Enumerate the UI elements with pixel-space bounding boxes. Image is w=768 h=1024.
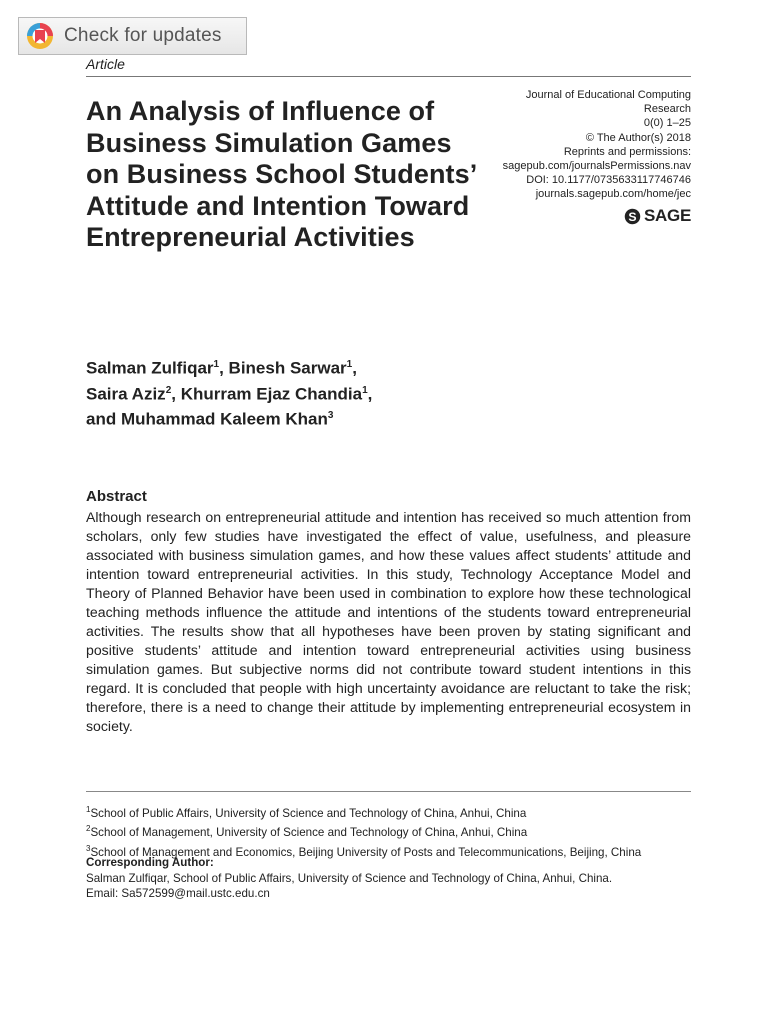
corresponding-author: [86, 855, 696, 902]
affiliation-text: School of Management, University of Science and Technology of China, Anhui, China: [90, 826, 528, 840]
corresponding-author-address: Salman Zulfiqar, School of Public Affairs, University of Science and Technology of China, Anhui, China.: [86, 871, 613, 885]
author-affiliation-mark: 1: [346, 359, 353, 370]
footnote-rule: [86, 791, 691, 792]
abstract-heading: Abstract: [86, 488, 147, 505]
affiliation-mark: 2: [86, 824, 91, 834]
author-affiliation-mark: 3: [327, 410, 334, 422]
sage-logo-icon: [624, 208, 641, 225]
author-name: Salman Zulfiqar: [86, 358, 214, 378]
publisher-logo: [624, 206, 691, 226]
author-name: Muhammad Kaleem Khan: [120, 409, 328, 429]
journal-meta: [461, 88, 691, 202]
header-rule: [86, 76, 691, 77]
volume-pages: 0(0) 1–25: [643, 117, 691, 130]
publisher-name: SAGE: [644, 206, 691, 225]
corresponding-author-heading: Corresponding Author:: [86, 856, 214, 869]
author-affiliation-mark: 1: [362, 384, 368, 396]
affiliation-item: [86, 802, 696, 821]
journal-name-line2: Research: [643, 103, 691, 116]
affiliation-text: School of Management and Economics, Beijing University of Posts and Telecommunications, Beijing, China: [90, 845, 642, 859]
corresponding-author-email[interactable]: Email: Sa572599@mail.ustc.edu.cn: [86, 887, 270, 901]
check-for-updates-button[interactable]: [18, 17, 247, 55]
reprints-label: Reprints and permissions:: [563, 145, 691, 158]
affiliations: [86, 802, 696, 860]
author-name: Saira Aziz: [86, 384, 166, 404]
author-name: Khurram Ejaz Chandia: [180, 384, 363, 404]
permissions-link[interactable]: sagepub.com/journalsPermissions.nav: [502, 160, 691, 173]
abstract-text: Although research on entrepreneurial attitude and intention has received so much attention from scholars, only few studies have investigated the effect of value, usefulness, and pleasure associated with business simulation games, and how these values affect students’ attitude and intention toward entrepreneurial activities. In this study, Technology Acceptance Model and Theory of Planned Behavior have been used in combination to explore how these technological teaching methods influence the attitude and intentions of the students toward entrepreneurial activities. The results show that all hypotheses have been proven by stating significant and positive students’ attitude and intention toward entrepreneurial activities using business simulation games. But subjective norms did not contribute toward student intentions in this regard. It is concluded that people with high uncertainty avoidance are reluctant to take the risk; therefore, there is a need to change their attitude by implementing entrepreneurial ecosystem in society.: [86, 509, 691, 734]
copyright: © The Author(s) 2018: [585, 131, 691, 144]
affiliation-text: School of Public Affairs, University of Science and Technology of China, Anhui, China: [90, 806, 527, 820]
journal-homepage-link[interactable]: journals.sagepub.com/home/jec: [535, 188, 691, 201]
crossmark-icon: [26, 22, 54, 50]
article-type-label: Article: [86, 56, 125, 72]
svg-text:S: S: [628, 209, 637, 224]
author-affiliation-mark: 2: [165, 384, 172, 396]
author-affiliation-mark: 1: [213, 359, 220, 370]
affiliation-item: [86, 821, 696, 840]
affiliation-mark: 1: [86, 805, 91, 814]
check-for-updates-label: Check for updates: [64, 25, 222, 46]
affiliation-mark: 3: [86, 843, 91, 853]
author-list: Salman Zulfiqar$^1$, Binesh Sarwar$^1$, Saira Aziz$^2$, Khurram Ejaz Chandia$^1$, and Muhammad Kaleem Khan$^3$: [86, 358, 373, 429]
doi[interactable]: DOI: 10.1177/0735633117746746: [526, 174, 691, 187]
author-name: Binesh Sarwar: [228, 358, 347, 378]
paper-title: An Analysis of Influence of Business Simulation Games on Business School Students’ Attitude and Intention Toward Entrepreneurial Activities: [86, 96, 476, 252]
journal-name-line1: Journal of Educational Computing: [525, 89, 691, 101]
